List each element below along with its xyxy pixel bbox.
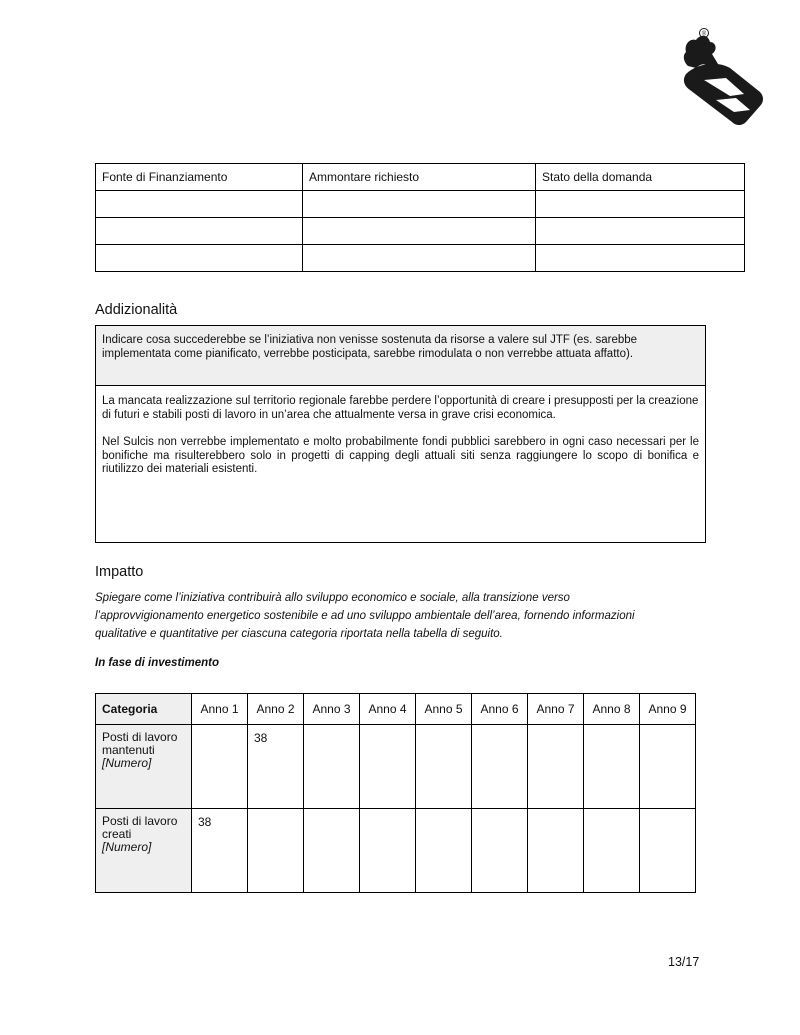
year-header: Anno 9	[640, 694, 696, 725]
category-unit: [Numero]	[102, 840, 152, 854]
value-cell	[360, 725, 416, 809]
value-cell	[528, 809, 584, 893]
value-cell	[640, 809, 696, 893]
category-unit: [Numero]	[102, 756, 152, 770]
table-row	[96, 218, 745, 245]
value-cell	[248, 809, 304, 893]
value-cell: 38	[192, 809, 248, 893]
value-cell	[416, 725, 472, 809]
value-cell	[584, 725, 640, 809]
additionality-paragraph-2: Nel Sulcis non verrebbe implementato e molto probabilmente fondi pubblici sarebbero in ogni caso necessari per le bonifiche ma risulterebbero solo in progetti di capping degli attuali siti senza raggiungere lo scopo di bonifica e riutilizzo dei materiali esistenti.	[102, 436, 699, 475]
year-header: Anno 7	[528, 694, 584, 725]
additionality-paragraph-1: La mancata realizzazione sul territorio regionale farebbe perdere l’opportunità di creare i presupposti per la creazione di futuri e stabili posti di lavoro in un’area che attualmente versa in grave crisi economica.	[102, 395, 699, 421]
table-cell	[96, 191, 303, 218]
table-cell	[536, 245, 745, 272]
table-row	[96, 191, 745, 218]
year-header: Anno 1	[192, 694, 248, 725]
year-header: Anno 3	[304, 694, 360, 725]
year-header: Anno 6	[472, 694, 528, 725]
additionality-answer	[96, 386, 705, 477]
year-header: Anno 2	[248, 694, 304, 725]
year-header: Anno 4	[360, 694, 416, 725]
page-number: 13/17	[668, 955, 700, 969]
category-label: Posti di lavoro mantenuti	[102, 730, 178, 757]
table-cell	[303, 245, 536, 272]
value-cell	[528, 725, 584, 809]
value-cell	[360, 809, 416, 893]
funding-table	[95, 163, 745, 272]
value-cell	[584, 809, 640, 893]
category-cell	[96, 809, 192, 893]
value-cell: 38	[248, 725, 304, 809]
year-header: Anno 8	[584, 694, 640, 725]
value-cell	[192, 725, 248, 809]
table-cell	[96, 245, 303, 272]
value-cell	[472, 725, 528, 809]
value-cell	[304, 809, 360, 893]
table-cell	[536, 191, 745, 218]
table-cell	[303, 218, 536, 245]
impact-heading: Impatto	[95, 564, 144, 580]
table-cell	[536, 218, 745, 245]
value-cell	[304, 725, 360, 809]
value-cell	[416, 809, 472, 893]
funding-table-header	[96, 164, 745, 191]
funding-source-header: Fonte di Finanziamento	[96, 164, 303, 191]
additionality-heading: Addizionalità	[95, 302, 178, 318]
table-row	[96, 725, 696, 809]
registered-mark: ®	[701, 31, 707, 38]
additionality-box	[95, 325, 706, 543]
application-status-header: Stato della domanda	[536, 164, 745, 191]
amount-requested-header: Ammontare richiesto	[303, 164, 536, 191]
table-row	[96, 245, 745, 272]
additionality-instruction: Indicare cosa succederebbe se l’iniziativa non venisse sostenuta da risorse a valere sul JTF (es. sarebbe implementata come pianificato, verrebbe posticipata, sarebbe rimodulata o non verrebbe attuata affatto).	[96, 326, 705, 386]
impact-table	[95, 693, 696, 893]
impact-table-header	[96, 694, 696, 725]
regional-logo	[666, 24, 766, 134]
category-cell	[96, 725, 192, 809]
investment-phase-subtitle: In fase di investimento	[95, 657, 219, 669]
table-cell	[96, 218, 303, 245]
category-label: Posti di lavoro creati	[102, 814, 178, 841]
impact-description: Spiegare come l’iniziativa contribuirà allo sviluppo economico e sociale, alla transizione verso l’approvvigionamento energetico sostenibile e ad uno sviluppo ambientale dell’area, fornendo informazioni qualitative e quantitative per ciascuna categoria riportata nella tabella di seguito.	[95, 592, 635, 640]
value-cell	[640, 725, 696, 809]
category-header: Categoria	[96, 694, 192, 725]
table-cell	[303, 191, 536, 218]
table-row	[96, 809, 696, 893]
value-cell	[472, 809, 528, 893]
year-header: Anno 5	[416, 694, 472, 725]
